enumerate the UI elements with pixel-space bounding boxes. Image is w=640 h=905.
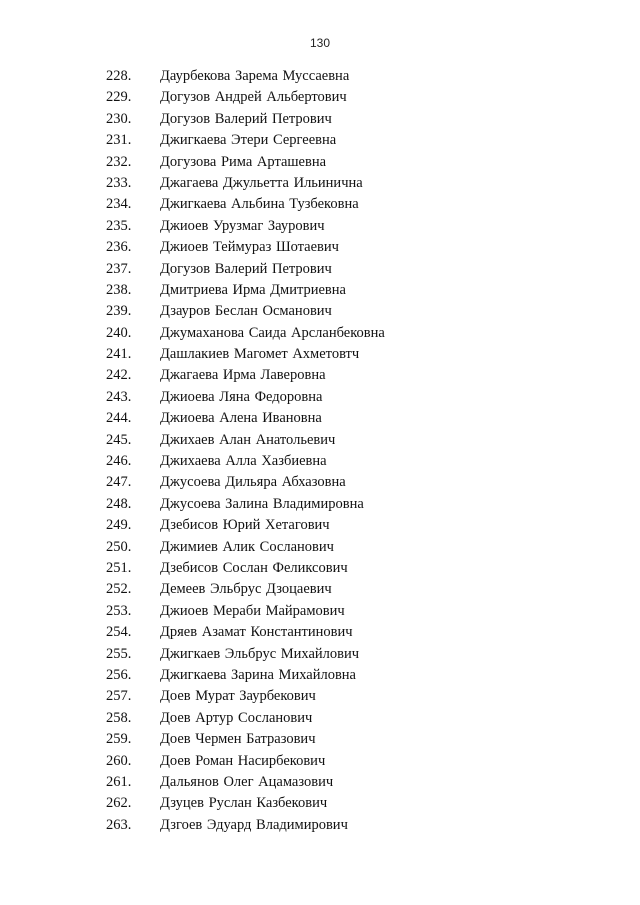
list-item — [0, 344, 640, 365]
entry-number: 235. — [106, 217, 132, 234]
list-item — [0, 686, 640, 707]
entry-number: 244. — [106, 410, 132, 427]
entry-number: 243. — [106, 388, 132, 405]
list-item — [0, 387, 640, 408]
list-item — [0, 472, 640, 493]
list-item — [0, 194, 640, 215]
entry-number: 258. — [106, 709, 132, 726]
list-item — [0, 537, 640, 558]
list-item — [0, 579, 640, 600]
entry-number: 259. — [106, 731, 132, 748]
entry-number: 257. — [106, 688, 132, 705]
entry-number: 251. — [106, 559, 132, 576]
entry-name: Дзебисов Юрий Хетагович — [160, 517, 330, 534]
entry-number: 240. — [106, 324, 132, 341]
entry-name: Догузова Рима Арташевна — [160, 153, 327, 170]
entry-number: 263. — [106, 816, 132, 833]
entry-number: 246. — [106, 453, 132, 470]
list-item — [0, 451, 640, 472]
entry-number: 260. — [106, 752, 132, 769]
list-item — [0, 815, 640, 836]
list-item — [0, 644, 640, 665]
entry-number: 255. — [106, 645, 132, 662]
list-item — [0, 66, 640, 87]
entry-number: 237. — [106, 260, 132, 277]
entry-name: Демеев Эльбрус Дзоцаевич — [160, 581, 332, 598]
entry-number: 248. — [106, 495, 132, 512]
list-item — [0, 515, 640, 536]
list-item — [0, 109, 640, 130]
entry-name: Дряев Азамат Константинович — [160, 624, 353, 641]
entry-name: Дзебисов Сослан Феликсович — [160, 559, 348, 576]
entry-name: Джимиев Алик Сосланович — [160, 538, 334, 555]
entry-name: Джагаева Джульетта Ильинична — [160, 174, 363, 191]
entry-number: 245. — [106, 431, 132, 448]
list-item — [0, 408, 640, 429]
entry-number: 228. — [106, 68, 132, 84]
list-item — [0, 237, 640, 258]
entry-number: 242. — [106, 367, 132, 384]
entry-number: 256. — [106, 666, 132, 683]
list-item — [0, 793, 640, 814]
entry-name: Дмитриева Ирма Дмитриевна — [160, 281, 346, 298]
list-item — [0, 772, 640, 793]
list-item — [0, 622, 640, 643]
list-item — [0, 665, 640, 686]
entry-name: Даурбекова Зарема Муссаевна — [160, 68, 350, 84]
entry-name: Джигкаева Этери Сергеевна — [160, 132, 337, 149]
entry-name: Догузов Валерий Петрович — [160, 110, 332, 127]
entry-name: Джиоева Алена Ивановна — [160, 410, 322, 427]
entry-number: 252. — [106, 581, 132, 598]
list-item — [0, 173, 640, 194]
entry-name: Доев Мурат Заурбекович — [160, 688, 316, 705]
entry-number: 254. — [106, 624, 132, 641]
entry-name: Джигкаева Альбина Тузбековна — [160, 196, 359, 213]
entry-name: Джихаев Алан Анатольевич — [160, 431, 336, 448]
entry-name: Дзуцев Руслан Казбекович — [160, 795, 328, 812]
entry-number: 233. — [106, 174, 132, 191]
entry-number: 250. — [106, 538, 132, 555]
list-item — [0, 729, 640, 750]
entry-number: 230. — [106, 110, 132, 127]
entry-name: Джусоева Залина Владимировна — [160, 495, 364, 512]
entry-number: 261. — [106, 773, 132, 790]
entry-number: 234. — [106, 196, 132, 213]
list-item — [0, 365, 640, 386]
entry-number: 238. — [106, 281, 132, 298]
entry-name: Джусоева Дильяра Абхазовна — [160, 474, 346, 491]
entry-name: Джиоев Мераби Майрамович — [160, 602, 345, 619]
entry-name: Джумаханова Саида Арсланбековна — [160, 324, 385, 341]
entry-name: Догузов Валерий Петрович — [160, 260, 332, 277]
list-item — [0, 558, 640, 579]
entry-name: Дашлакиев Магомет Ахметовтч — [160, 346, 360, 363]
list-item — [0, 216, 640, 237]
list-item — [0, 301, 640, 322]
list-item — [0, 152, 640, 173]
entry-number: 236. — [106, 239, 132, 256]
list-item — [0, 130, 640, 151]
entry-number: 262. — [106, 795, 132, 812]
list-item — [0, 280, 640, 301]
entry-name: Доев Артур Сосланович — [160, 709, 313, 726]
page-number: 130 — [309, 36, 331, 50]
entry-name: Догузов Андрей Альбертович — [160, 89, 347, 106]
list-item — [0, 87, 640, 108]
entry-number: 232. — [106, 153, 132, 170]
entry-name: Джигкаева Зарина Михайловна — [160, 666, 356, 683]
entry-name: Доев Роман Насирбекович — [160, 752, 326, 769]
entry-name: Дзгоев Эдуард Владимирович — [160, 816, 348, 833]
entry-number: 253. — [106, 602, 132, 619]
list-item — [0, 430, 640, 451]
entry-number: 239. — [106, 303, 132, 320]
entry-number: 231. — [106, 132, 132, 149]
list-item — [0, 601, 640, 622]
list-item — [0, 708, 640, 729]
entry-name: Джигкаев Эльбрус Михайлович — [160, 645, 360, 662]
entry-name: Джиоева Ляна Федоровна — [160, 388, 323, 405]
list-item — [0, 323, 640, 344]
name-list — [0, 66, 640, 836]
entry-number: 249. — [106, 517, 132, 534]
entry-name: Джиоев Урузмаг Заурович — [160, 217, 325, 234]
entry-number: 229. — [106, 89, 132, 106]
entry-name: Доев Чермен Батразович — [160, 731, 316, 748]
entry-name: Дзауров Беслан Османович — [160, 303, 332, 320]
entry-number: 247. — [106, 474, 132, 491]
list-item — [0, 494, 640, 515]
entry-name: Джиоев Теймураз Шотаевич — [160, 239, 339, 256]
entry-name: Джагаева Ирма Лаверовна — [160, 367, 326, 384]
entry-name: Джихаева Алла Хазбиевна — [160, 453, 327, 470]
list-item — [0, 259, 640, 280]
list-item — [0, 751, 640, 772]
entry-number: 241. — [106, 346, 132, 363]
entry-name: Дальянов Олег Ацамазович — [160, 773, 334, 790]
